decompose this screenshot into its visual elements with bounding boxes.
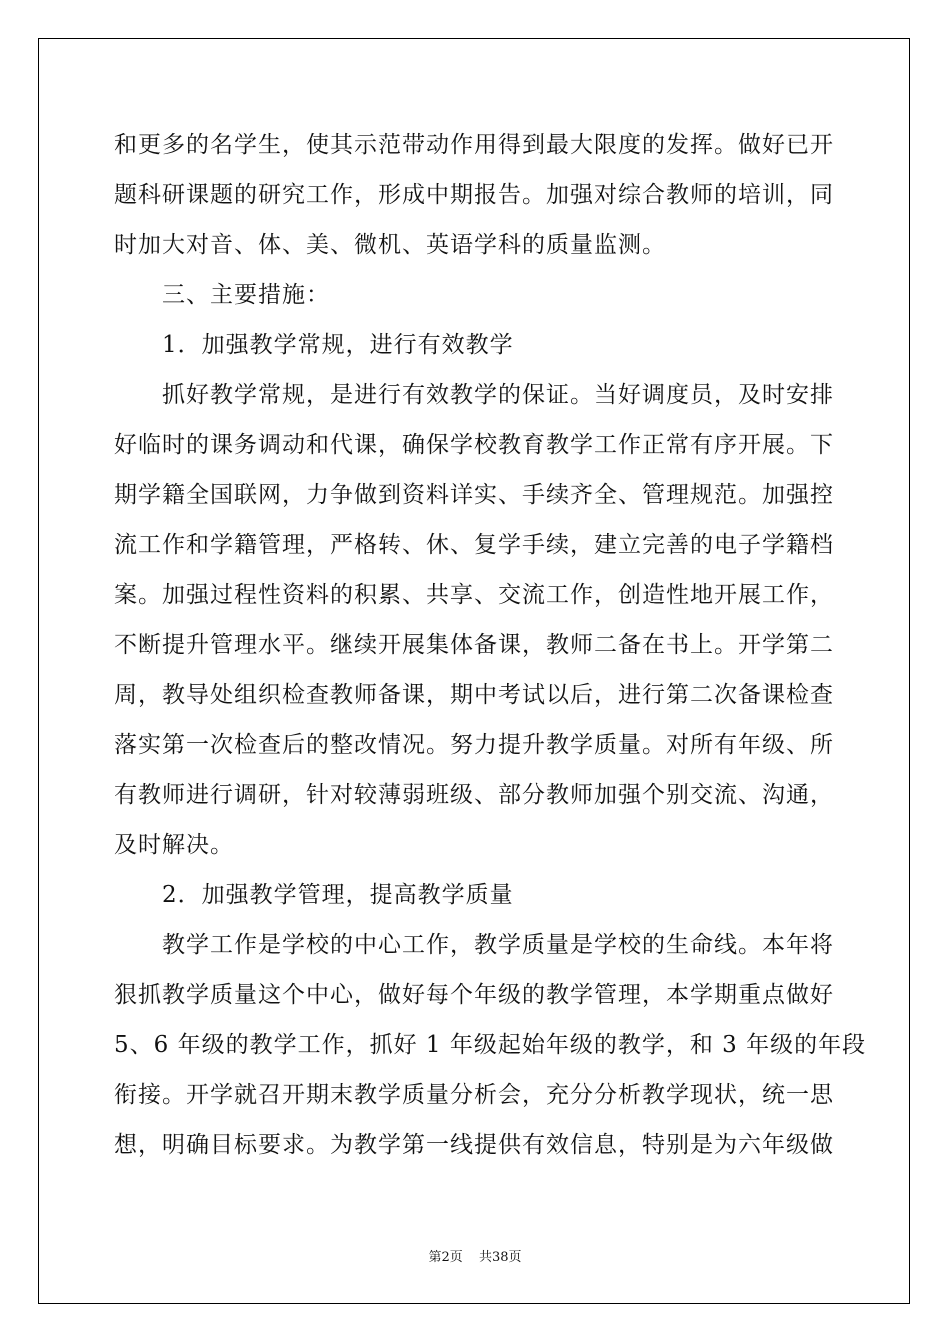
- text-line: 1．加强教学常规，进行有效教学: [162, 332, 514, 358]
- text-line: 题科研课题的研究工作，形成中期报告。加强对综合教师的培训，同: [114, 182, 834, 208]
- text-line: 有教师进行调研，针对较薄弱班级、部分教师加强个别交流、沟通，: [114, 782, 834, 808]
- page-footer: [0, 1246, 950, 1265]
- text-line: 和更多的名学生，使其示范带动作用得到最大限度的发挥。做好已开: [114, 132, 834, 158]
- text-line: 落实第一次检查后的整改情况。努力提升教学质量。对所有年级、所: [114, 732, 834, 758]
- text-line: 不断提升管理水平。继续开展集体备课，教师二备在书上。开学第二: [114, 632, 834, 658]
- text-line: 周，教导处组织检查教师备课，期中考试以后，进行第二次备课检查: [114, 682, 834, 708]
- text-line: 时加大对音、体、美、微机、英语学科的质量监测。: [114, 232, 666, 258]
- text-line: 教学工作是学校的中心工作，教学质量是学校的生命线。本年将: [162, 932, 834, 958]
- text-line: 5、6 年级的教学工作，抓好 1 年级起始年级的教学，和 3 年级的年段: [114, 1032, 867, 1058]
- text-line: 流工作和学籍管理，严格转、休、复学手续，建立完善的电子学籍档: [114, 532, 834, 558]
- current-page-label: 第2页: [428, 1250, 463, 1265]
- text-line: 狠抓教学质量这个中心，做好每个年级的教学管理，本学期重点做好: [114, 982, 834, 1008]
- text-line: 2．加强教学管理，提高教学质量: [162, 882, 514, 908]
- text-line: 三、主要措施：: [162, 282, 330, 308]
- text-line: 衔接。开学就召开期末教学质量分析会，充分分析教学现状，统一思: [114, 1082, 834, 1108]
- text-line: 抓好教学常规，是进行有效教学的保证。当好调度员，及时安排: [162, 382, 834, 408]
- text-line: 案。加强过程性资料的积累、共享、交流工作，创造性地开展工作，: [114, 582, 834, 608]
- document-body: [114, 120, 867, 1170]
- text-line: 及时解决。: [114, 832, 234, 858]
- text-line: 想，明确目标要求。为教学第一线提供有效信息，特别是为六年级做: [114, 1132, 834, 1158]
- text-line: 期学籍全国联网，力争做到资料详实、手续齐全、管理规范。加强控: [114, 482, 834, 508]
- text-line: 好临时的课务调动和代课，确保学校教育教学工作正常有序开展。下: [114, 432, 834, 458]
- total-pages-label: 共38页: [478, 1250, 522, 1265]
